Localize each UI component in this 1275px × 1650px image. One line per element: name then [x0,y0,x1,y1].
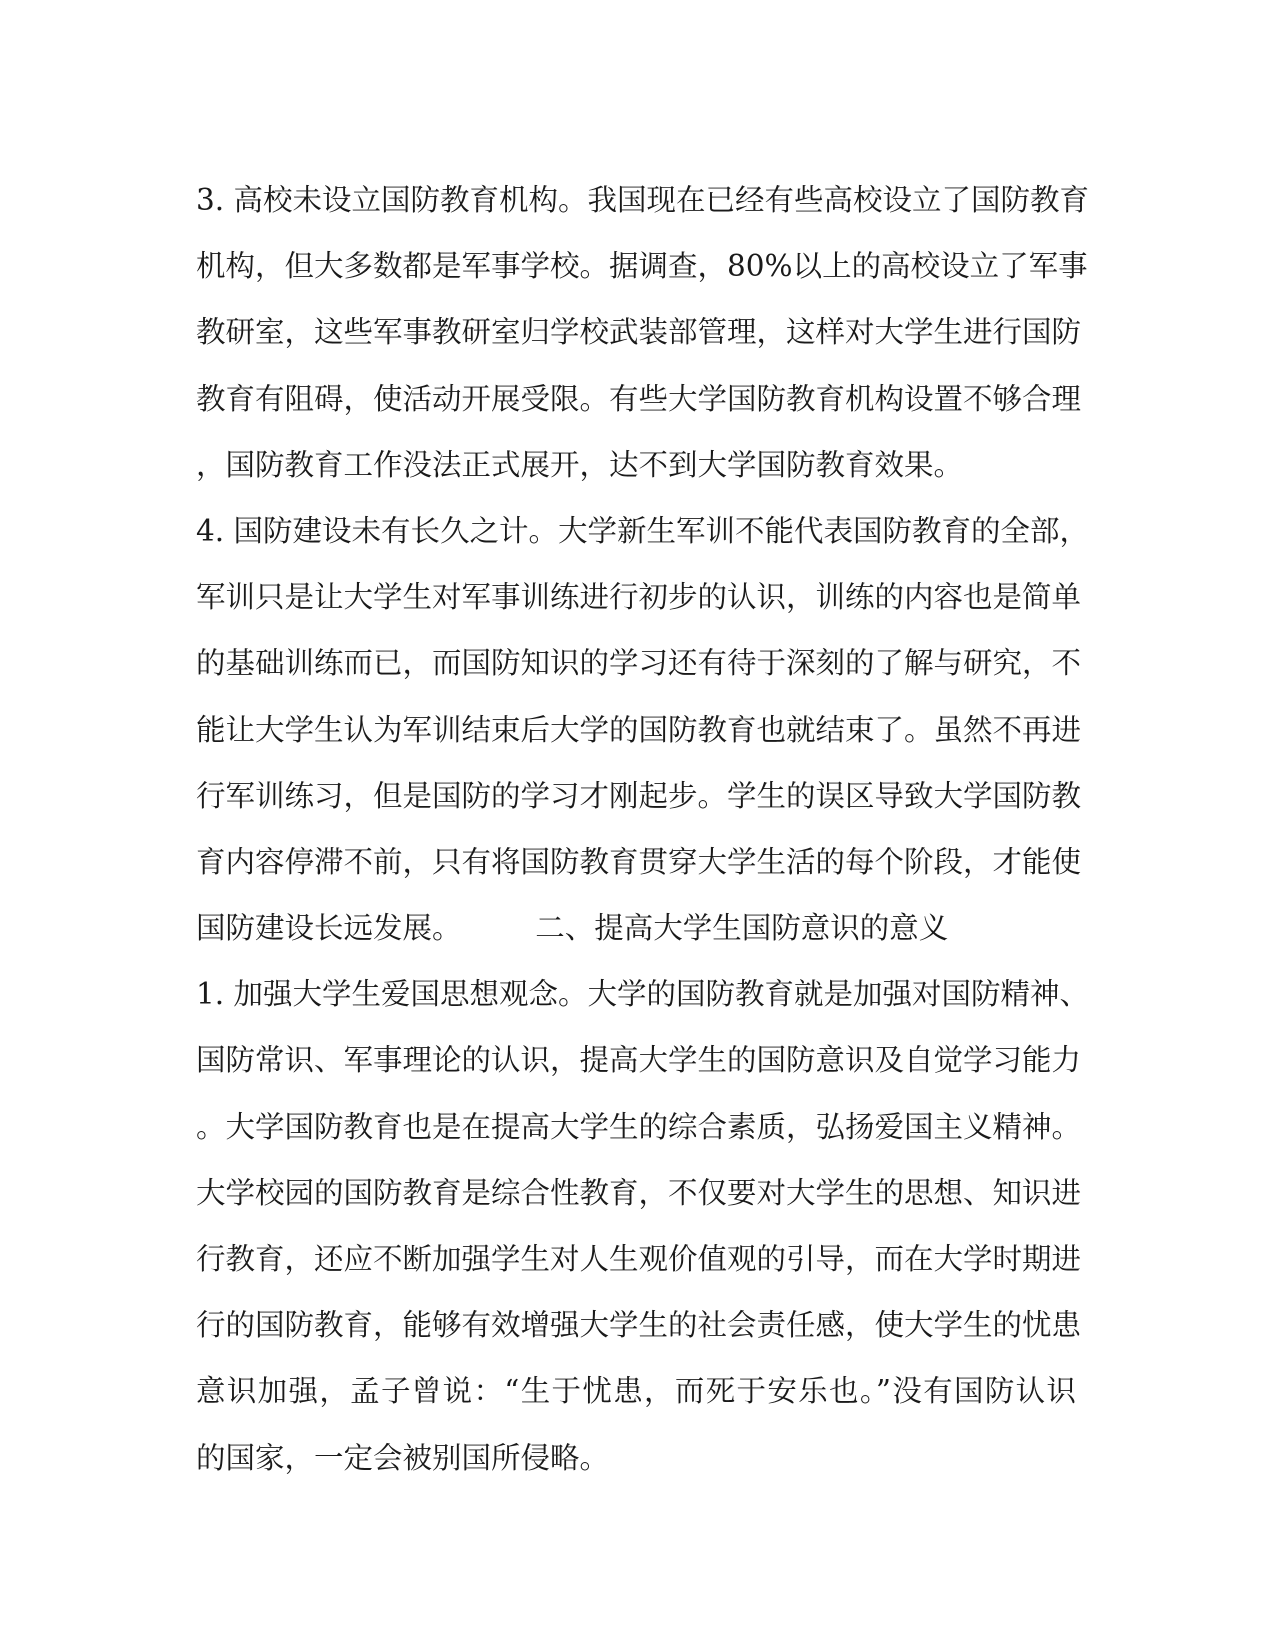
text-line: 的国家，一定会被别国所侵略。 [196,1440,610,1475]
text-line: 行的国防教育，能够有效增强大学生的社会责任感，使大学生的忧患 [196,1308,1082,1343]
text-line: 1. 加强大学生爱国思想观念。大学的国防教育就是加强对国防精神、 [196,977,1090,1012]
text-line: 大学校园的国防教育是综合性教育，不仅要对大学生的思想、知识进 [196,1175,1082,1210]
text-line: 能让大学生认为军训结束后大学的国防教育也就结束了。虽然不再进 [196,712,1082,747]
text-line: 育内容停滞不前，只有将国防教育贯穿大学生活的每个阶段，才能使 [196,844,1082,879]
body-text [196,167,1090,1491]
text-line: 国防建设长远发展。 二、提高大学生国防意识的意义 [196,911,949,946]
text-line: 机构，但大多数都是军事学校。据调查，80%以上的高校设立了军事 [196,249,1088,284]
text-line: 教研室，这些军事教研室归学校武装部管理，这样对大学生进行国防 [196,315,1082,350]
text-line: 3. 高校未设立国防教育机构。我国现在已经有些高校设立了国防教育 [196,183,1090,217]
text-line: 行教育，还应不断加强学生对人生观价值观的引导，而在大学时期进 [196,1242,1082,1276]
text-line: 军训只是让大学生对军事训练进行初步的认识，训练的内容也是简单 [196,580,1082,615]
text-line: 4. 国防建设未有长久之计。大学新生军训不能代表国防教育的全部， [196,513,1090,548]
text-line: ，国防教育工作没法正式展开，达不到大学国防教育效果。 [196,447,964,482]
text-line: 教育有阻碍，使活动开展受限。有些大学国防教育机构设置不够合理 [196,381,1082,416]
text-line: 行军训练习，但是国防的学习才刚起步。学生的误区导致大学国防教 [196,778,1082,813]
text-line: 国防常识、军事理论的认识，提高大学生的国防意识及自觉学习能力 [196,1043,1082,1078]
text-line: 的基础训练而已，而国防知识的学习还有待于深刻的了解与研究，不 [196,646,1082,681]
text-line: 。大学国防教育也是在提高大学生的综合素质，弘扬爱国主义精神。 [196,1109,1082,1144]
text-line: 意识加强，孟子曾说：“生于忧患，而死于安乐也。”没有国防认识 [196,1374,1076,1409]
